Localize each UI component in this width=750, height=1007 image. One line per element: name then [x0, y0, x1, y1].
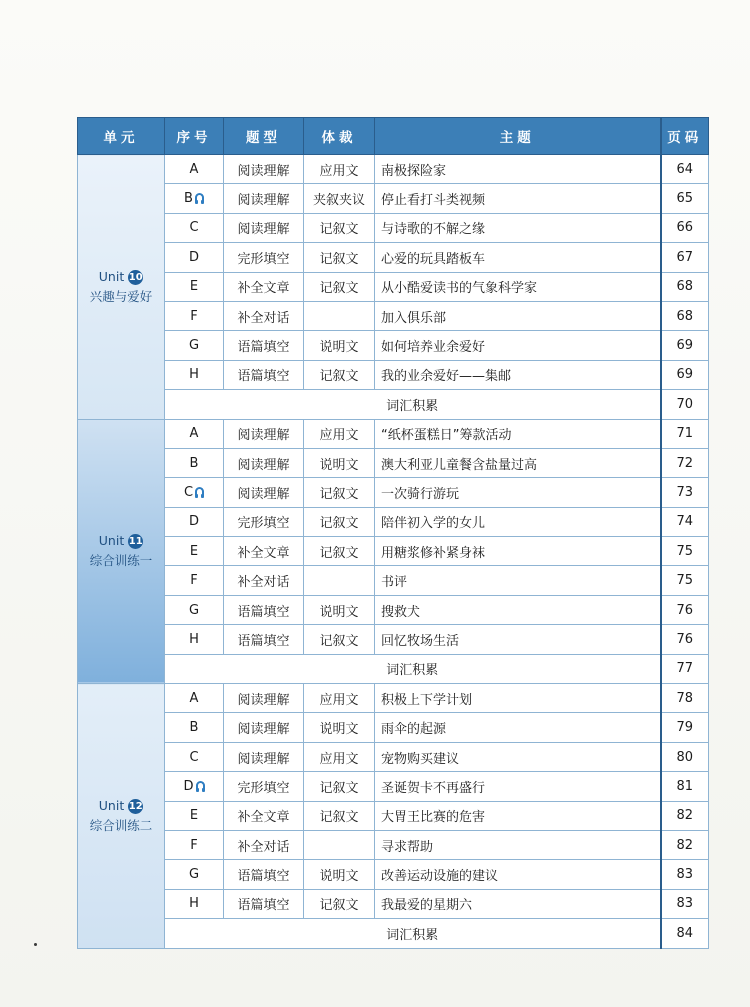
topic[interactable]: 陪伴初入学的女儿 — [375, 507, 661, 536]
seq-letter: D — [188, 249, 199, 265]
header-type: 题型 — [224, 118, 304, 155]
question-type: 语篇填空 — [224, 625, 304, 654]
vocab-page-number[interactable]: 70 — [661, 390, 709, 419]
seq-letter: B — [184, 191, 193, 207]
table-row — [78, 184, 709, 213]
vocab-label[interactable]: 词汇积累 — [165, 654, 661, 683]
question-type: 补全文章 — [224, 537, 304, 566]
genre: 记叙文 — [304, 243, 375, 272]
seq-cell — [165, 243, 224, 272]
page-number[interactable]: 73 — [661, 478, 709, 507]
seq-cell — [165, 713, 224, 742]
topic[interactable]: 用糖浆修补紧身袜 — [375, 537, 661, 566]
table-row — [78, 566, 709, 595]
seq-letter: A — [189, 161, 199, 177]
question-type: 完形填空 — [224, 772, 304, 801]
page-number[interactable]: 78 — [661, 684, 709, 713]
unit-word: Unit — [98, 797, 125, 813]
seq-letter: E — [189, 543, 199, 559]
topic[interactable]: 我最爱的星期六 — [375, 889, 661, 918]
unit-number-badge: 10 — [128, 271, 143, 283]
seq-letter: B — [189, 720, 199, 736]
header-topic: 主题 — [375, 118, 661, 155]
topic[interactable]: 书评 — [375, 566, 661, 595]
page-number[interactable]: 82 — [661, 830, 709, 859]
genre: 记叙文 — [304, 625, 375, 654]
unit-theme: 综合训练一 — [89, 553, 153, 569]
genre: 记叙文 — [304, 478, 375, 507]
unit-title — [78, 796, 164, 816]
vocab-page-number[interactable]: 77 — [661, 654, 709, 683]
table-row — [78, 889, 709, 918]
seq-cell — [165, 860, 224, 889]
vocab-row — [78, 390, 709, 419]
unit-label-cell — [78, 684, 165, 949]
genre: 记叙文 — [304, 537, 375, 566]
unit-theme: 兴趣与爱好 — [89, 288, 153, 304]
seq-cell — [165, 331, 224, 360]
table-of-contents — [77, 117, 709, 949]
question-type: 阅读理解 — [224, 684, 304, 713]
table-row — [78, 448, 709, 477]
table-row — [78, 713, 709, 742]
table-row — [78, 272, 709, 301]
genre — [304, 830, 375, 859]
seq-letter: G — [188, 338, 200, 354]
unit-label-cell — [78, 419, 165, 684]
seq-cell — [165, 566, 224, 595]
genre: 说明文 — [304, 713, 375, 742]
seq-letter: E — [189, 808, 199, 824]
page-number[interactable]: 69 — [661, 360, 709, 389]
topic[interactable]: 停止看打斗类视频 — [375, 184, 661, 213]
topic[interactable]: 大胃王比赛的危害 — [375, 801, 661, 830]
page-number[interactable]: 75 — [661, 537, 709, 566]
seq-cell — [165, 830, 224, 859]
table-row — [78, 860, 709, 889]
topic[interactable]: 加入俱乐部 — [375, 301, 661, 330]
topic[interactable]: 雨伞的起源 — [375, 713, 661, 742]
page-number[interactable]: 68 — [661, 301, 709, 330]
table-row — [78, 301, 709, 330]
page-number[interactable]: 79 — [661, 713, 709, 742]
topic[interactable]: 回忆牧场生活 — [375, 625, 661, 654]
table-row — [78, 507, 709, 536]
seq-letter: D — [188, 514, 199, 530]
unit-number-badge: 12 — [128, 800, 143, 812]
table-row — [78, 625, 709, 654]
header-page: 页码 — [661, 118, 709, 155]
seq-cell — [165, 448, 224, 477]
page-number[interactable]: 76 — [661, 625, 709, 654]
table-row — [78, 830, 709, 859]
topic[interactable]: 圣诞贺卡不再盛行 — [375, 772, 661, 801]
genre: 应用文 — [304, 155, 375, 184]
page-number[interactable]: 83 — [661, 889, 709, 918]
question-type: 阅读理解 — [224, 713, 304, 742]
topic[interactable]: 澳大利亚儿童餐含盐量过高 — [375, 448, 661, 477]
page-number[interactable]: 74 — [661, 507, 709, 536]
genre: 说明文 — [304, 595, 375, 624]
table-row — [78, 478, 709, 507]
topic[interactable]: 如何培养业余爱好 — [375, 331, 661, 360]
genre — [304, 566, 375, 595]
seq-letter: G — [188, 602, 200, 618]
genre: 说明文 — [304, 860, 375, 889]
question-type: 完形填空 — [224, 243, 304, 272]
topic[interactable]: 积极上下学计划 — [375, 684, 661, 713]
unit-label-cell — [78, 155, 165, 420]
header-row — [78, 118, 709, 155]
header-seq: 序号 — [165, 118, 224, 155]
table-row — [78, 360, 709, 389]
table-row — [78, 595, 709, 624]
page-number[interactable]: 69 — [661, 331, 709, 360]
seq-letter: H — [189, 631, 199, 647]
question-type: 语篇填空 — [224, 889, 304, 918]
genre: 应用文 — [304, 684, 375, 713]
topic[interactable]: 一次骑行游玩 — [375, 478, 661, 507]
unit-theme: 综合训练二 — [89, 817, 153, 833]
unit-word: Unit — [98, 268, 125, 284]
question-type: 阅读理解 — [224, 448, 304, 477]
table-row — [78, 331, 709, 360]
vocab-page-number[interactable]: 84 — [661, 919, 709, 948]
genre: 记叙文 — [304, 360, 375, 389]
page-number[interactable]: 75 — [661, 566, 709, 595]
table-row — [78, 801, 709, 830]
unit-word: Unit — [98, 533, 125, 549]
seq-letter: F — [190, 573, 198, 589]
unit-number-badge: 11 — [128, 536, 143, 548]
seq-cell — [165, 742, 224, 771]
question-type: 阅读理解 — [224, 742, 304, 771]
genre: 说明文 — [304, 331, 375, 360]
table-row — [78, 213, 709, 242]
question-type: 补全文章 — [224, 801, 304, 830]
genre: 应用文 — [304, 419, 375, 448]
table-row — [78, 772, 709, 801]
topic[interactable]: 从小酷爱读书的气象科学家 — [375, 272, 661, 301]
seq-cell — [165, 507, 224, 536]
seq-letter: D — [183, 778, 194, 794]
seq-letter: H — [189, 367, 199, 383]
seq-cell — [165, 155, 224, 184]
page-number[interactable]: 64 — [661, 155, 709, 184]
seq-cell — [165, 801, 224, 830]
table-row — [78, 419, 709, 448]
genre: 夹叙夹议 — [304, 184, 375, 213]
question-type: 阅读理解 — [224, 478, 304, 507]
question-type: 补全对话 — [224, 301, 304, 330]
seq-cell — [165, 419, 224, 448]
topic[interactable]: 搜救犬 — [375, 595, 661, 624]
page-number[interactable]: 71 — [661, 419, 709, 448]
seq-cell — [165, 213, 224, 242]
seq-letter: C — [189, 749, 199, 765]
page-number[interactable]: 66 — [661, 213, 709, 242]
question-type: 语篇填空 — [224, 860, 304, 889]
question-type: 完形填空 — [224, 507, 304, 536]
page-number[interactable]: 81 — [661, 772, 709, 801]
seq-letter: F — [190, 308, 198, 324]
vocab-row — [78, 919, 709, 948]
page-number[interactable]: 80 — [661, 742, 709, 771]
question-type: 阅读理解 — [224, 213, 304, 242]
unit-title — [78, 531, 164, 551]
table-body — [78, 155, 709, 949]
seq-cell — [165, 301, 224, 330]
page-number[interactable]: 76 — [661, 595, 709, 624]
question-type: 语篇填空 — [224, 595, 304, 624]
genre: 说明文 — [304, 448, 375, 477]
seq-letter: H — [189, 896, 199, 912]
question-type: 语篇填空 — [224, 331, 304, 360]
question-type: 补全对话 — [224, 830, 304, 859]
genre: 记叙文 — [304, 213, 375, 242]
table-row — [78, 684, 709, 713]
question-type: 补全对话 — [224, 566, 304, 595]
table-row — [78, 155, 709, 184]
table-row — [78, 537, 709, 566]
headphones-icon[interactable] — [195, 193, 204, 201]
question-type: 阅读理解 — [224, 155, 304, 184]
seq-cell — [165, 478, 224, 507]
seq-letter: E — [189, 279, 199, 295]
seq-letter: A — [189, 426, 199, 442]
genre: 记叙文 — [304, 772, 375, 801]
topic[interactable]: 南极探险家 — [375, 155, 661, 184]
genre: 应用文 — [304, 742, 375, 771]
topic[interactable]: 宠物购买建议 — [375, 742, 661, 771]
topic[interactable]: 我的业余爱好——集邮 — [375, 360, 661, 389]
topic[interactable]: “纸杯蛋糕日”筹款活动 — [375, 419, 661, 448]
table-row — [78, 243, 709, 272]
genre: 记叙文 — [304, 801, 375, 830]
question-type: 阅读理解 — [224, 184, 304, 213]
seq-letter: A — [189, 690, 199, 706]
seq-letter: G — [188, 867, 200, 883]
headphones-icon[interactable] — [196, 781, 205, 789]
seq-letter: B — [189, 455, 199, 471]
page-number[interactable]: 83 — [661, 860, 709, 889]
table-row — [78, 742, 709, 771]
vocab-row — [78, 654, 709, 683]
topic[interactable]: 与诗歌的不解之缘 — [375, 213, 661, 242]
page-number[interactable]: 72 — [661, 448, 709, 477]
topic[interactable]: 改善运动设施的建议 — [375, 860, 661, 889]
seq-cell — [165, 889, 224, 918]
page-number[interactable]: 68 — [661, 272, 709, 301]
genre: 记叙文 — [304, 889, 375, 918]
headphones-icon[interactable] — [195, 487, 204, 495]
question-type: 补全文章 — [224, 272, 304, 301]
genre: 记叙文 — [304, 507, 375, 536]
seq-letter: F — [190, 837, 198, 853]
page-number[interactable]: 65 — [661, 184, 709, 213]
question-type: 语篇填空 — [224, 360, 304, 389]
seq-cell — [165, 595, 224, 624]
vocab-label[interactable]: 词汇积累 — [165, 919, 661, 948]
page-number[interactable]: 82 — [661, 801, 709, 830]
topic[interactable]: 心爱的玩具踏板车 — [375, 243, 661, 272]
seq-cell — [165, 772, 224, 801]
seq-cell — [165, 684, 224, 713]
vocab-label[interactable]: 词汇积累 — [165, 390, 661, 419]
genre — [304, 301, 375, 330]
genre: 记叙文 — [304, 272, 375, 301]
seq-cell — [165, 625, 224, 654]
question-type: 阅读理解 — [224, 419, 304, 448]
header-genre: 体裁 — [304, 118, 375, 155]
topic[interactable]: 寻求帮助 — [375, 830, 661, 859]
seq-cell — [165, 272, 224, 301]
page-number[interactable]: 67 — [661, 243, 709, 272]
header-unit: 单元 — [78, 118, 165, 155]
seq-cell — [165, 537, 224, 566]
seq-cell — [165, 184, 224, 213]
seq-letter: C — [183, 484, 194, 500]
seq-cell — [165, 360, 224, 389]
decorative-dot — [34, 943, 37, 946]
unit-title — [78, 267, 164, 287]
seq-letter: C — [189, 220, 199, 236]
